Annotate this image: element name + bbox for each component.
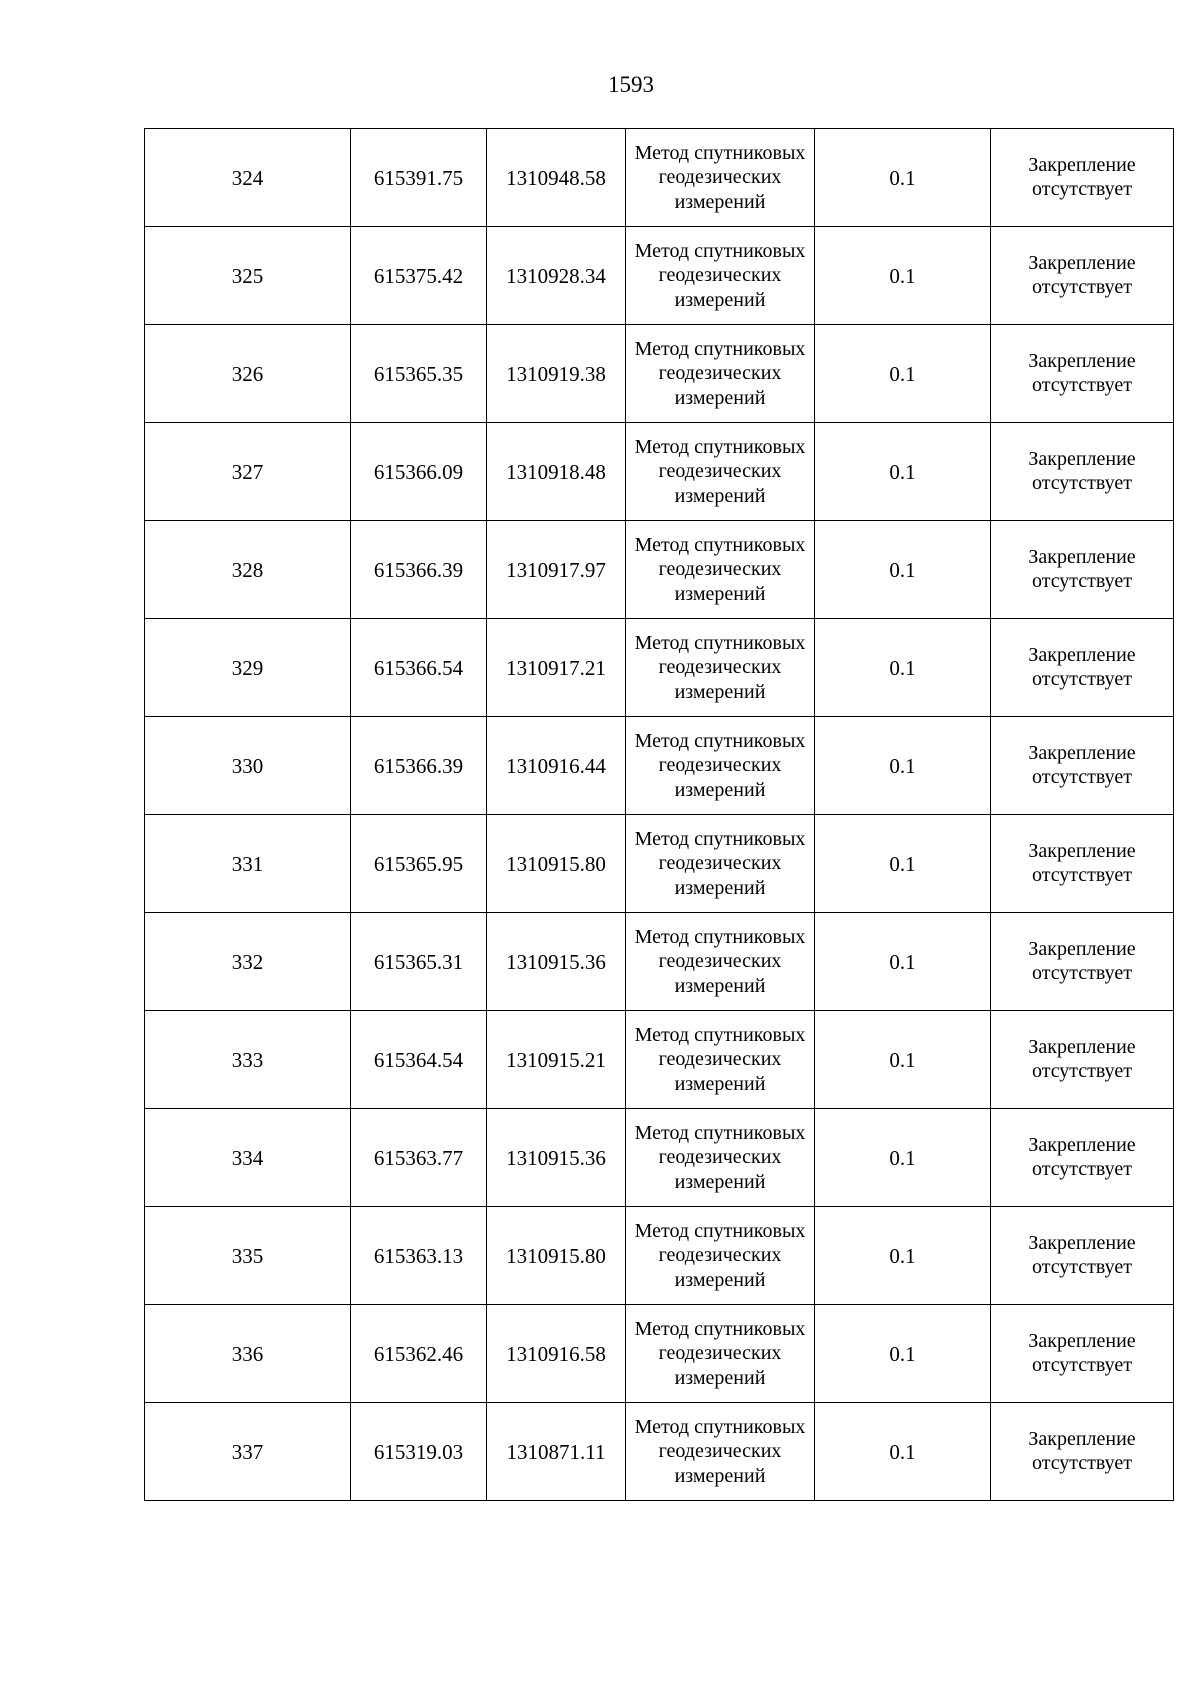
method-cell: Метод спутниковых геодезических измерений <box>626 1403 815 1501</box>
y-coordinate-cell: 1310948.58 <box>487 129 626 227</box>
method-cell: Метод спутниковых геодезических измерений <box>626 913 815 1011</box>
y-coordinate-cell: 1310915.36 <box>487 913 626 1011</box>
y-coordinate-cell: 1310916.44 <box>487 717 626 815</box>
table-row <box>145 521 1174 619</box>
point-number-cell: 335 <box>145 1207 351 1305</box>
table-row <box>145 423 1174 521</box>
point-number-cell: 329 <box>145 619 351 717</box>
point-number-cell: 337 <box>145 1403 351 1501</box>
table-row <box>145 227 1174 325</box>
x-coordinate-cell: 615375.42 <box>351 227 487 325</box>
fixing-cell: Закрепление отсутствует <box>991 913 1174 1011</box>
page-number: 1593 <box>608 72 654 97</box>
accuracy-cell: 0.1 <box>815 619 991 717</box>
table-row <box>145 1403 1174 1501</box>
method-cell: Метод спутниковых геодезических измерений <box>626 227 815 325</box>
fixing-cell: Закрепление отсутствует <box>991 129 1174 227</box>
x-coordinate-cell: 615363.77 <box>351 1109 487 1207</box>
x-coordinate-cell: 615366.39 <box>351 717 487 815</box>
method-cell: Метод спутниковых геодезических измерений <box>626 1011 815 1109</box>
method-cell: Метод спутниковых геодезических измерений <box>626 129 815 227</box>
method-cell: Метод спутниковых геодезических измерений <box>626 325 815 423</box>
method-cell: Метод спутниковых геодезических измерений <box>626 619 815 717</box>
accuracy-cell: 0.1 <box>815 1403 991 1501</box>
x-coordinate-cell: 615391.75 <box>351 129 487 227</box>
method-cell: Метод спутниковых геодезических измерений <box>626 521 815 619</box>
y-coordinate-cell: 1310871.11 <box>487 1403 626 1501</box>
x-coordinate-cell: 615362.46 <box>351 1305 487 1403</box>
point-number-cell: 327 <box>145 423 351 521</box>
point-number-cell: 331 <box>145 815 351 913</box>
x-coordinate-cell: 615365.35 <box>351 325 487 423</box>
table-row <box>145 717 1174 815</box>
method-cell: Метод спутниковых геодезических измерений <box>626 717 815 815</box>
x-coordinate-cell: 615363.13 <box>351 1207 487 1305</box>
method-cell: Метод спутниковых геодезических измерений <box>626 1207 815 1305</box>
fixing-cell: Закрепление отсутствует <box>991 423 1174 521</box>
y-coordinate-cell: 1310918.48 <box>487 423 626 521</box>
y-coordinate-cell: 1310919.38 <box>487 325 626 423</box>
x-coordinate-cell: 615364.54 <box>351 1011 487 1109</box>
x-coordinate-cell: 615366.54 <box>351 619 487 717</box>
fixing-cell: Закрепление отсутствует <box>991 619 1174 717</box>
fixing-cell: Закрепление отсутствует <box>991 1207 1174 1305</box>
y-coordinate-cell: 1310917.21 <box>487 619 626 717</box>
fixing-cell: Закрепление отсутствует <box>991 325 1174 423</box>
x-coordinate-cell: 615365.31 <box>351 913 487 1011</box>
accuracy-cell: 0.1 <box>815 1207 991 1305</box>
table-row <box>145 325 1174 423</box>
table-body <box>145 129 1174 1501</box>
accuracy-cell: 0.1 <box>815 1305 991 1403</box>
point-number-cell: 325 <box>145 227 351 325</box>
method-cell: Метод спутниковых геодезических измерений <box>626 1109 815 1207</box>
table-row <box>145 1011 1174 1109</box>
accuracy-cell: 0.1 <box>815 521 991 619</box>
table-row <box>145 1207 1174 1305</box>
point-number-cell: 333 <box>145 1011 351 1109</box>
accuracy-cell: 0.1 <box>815 129 991 227</box>
fixing-cell: Закрепление отсутствует <box>991 815 1174 913</box>
fixing-cell: Закрепление отсутствует <box>991 1305 1174 1403</box>
point-number-cell: 330 <box>145 717 351 815</box>
accuracy-cell: 0.1 <box>815 423 991 521</box>
accuracy-cell: 0.1 <box>815 815 991 913</box>
point-number-cell: 334 <box>145 1109 351 1207</box>
point-number-cell: 336 <box>145 1305 351 1403</box>
table-row <box>145 619 1174 717</box>
fixing-cell: Закрепление отсутствует <box>991 1109 1174 1207</box>
table-row <box>145 129 1174 227</box>
accuracy-cell: 0.1 <box>815 325 991 423</box>
fixing-cell: Закрепление отсутствует <box>991 1403 1174 1501</box>
accuracy-cell: 0.1 <box>815 717 991 815</box>
x-coordinate-cell: 615366.09 <box>351 423 487 521</box>
y-coordinate-cell: 1310915.21 <box>487 1011 626 1109</box>
table-row <box>145 1305 1174 1403</box>
point-number-cell: 332 <box>145 913 351 1011</box>
accuracy-cell: 0.1 <box>815 1011 991 1109</box>
point-number-cell: 324 <box>145 129 351 227</box>
accuracy-cell: 0.1 <box>815 227 991 325</box>
accuracy-cell: 0.1 <box>815 913 991 1011</box>
x-coordinate-cell: 615365.95 <box>351 815 487 913</box>
method-cell: Метод спутниковых геодезических измерений <box>626 1305 815 1403</box>
fixing-cell: Закрепление отсутствует <box>991 1011 1174 1109</box>
x-coordinate-cell: 615319.03 <box>351 1403 487 1501</box>
y-coordinate-cell: 1310917.97 <box>487 521 626 619</box>
y-coordinate-cell: 1310916.58 <box>487 1305 626 1403</box>
point-number-cell: 328 <box>145 521 351 619</box>
coordinates-table <box>144 128 1174 1501</box>
table-row <box>145 1109 1174 1207</box>
accuracy-cell: 0.1 <box>815 1109 991 1207</box>
y-coordinate-cell: 1310915.80 <box>487 815 626 913</box>
fixing-cell: Закрепление отсутствует <box>991 521 1174 619</box>
y-coordinate-cell: 1310915.80 <box>487 1207 626 1305</box>
table-row <box>145 913 1174 1011</box>
table-row <box>145 815 1174 913</box>
method-cell: Метод спутниковых геодезических измерений <box>626 815 815 913</box>
x-coordinate-cell: 615366.39 <box>351 521 487 619</box>
fixing-cell: Закрепление отсутствует <box>991 717 1174 815</box>
y-coordinate-cell: 1310915.36 <box>487 1109 626 1207</box>
point-number-cell: 326 <box>145 325 351 423</box>
fixing-cell: Закрепление отсутствует <box>991 227 1174 325</box>
method-cell: Метод спутниковых геодезических измерений <box>626 423 815 521</box>
y-coordinate-cell: 1310928.34 <box>487 227 626 325</box>
